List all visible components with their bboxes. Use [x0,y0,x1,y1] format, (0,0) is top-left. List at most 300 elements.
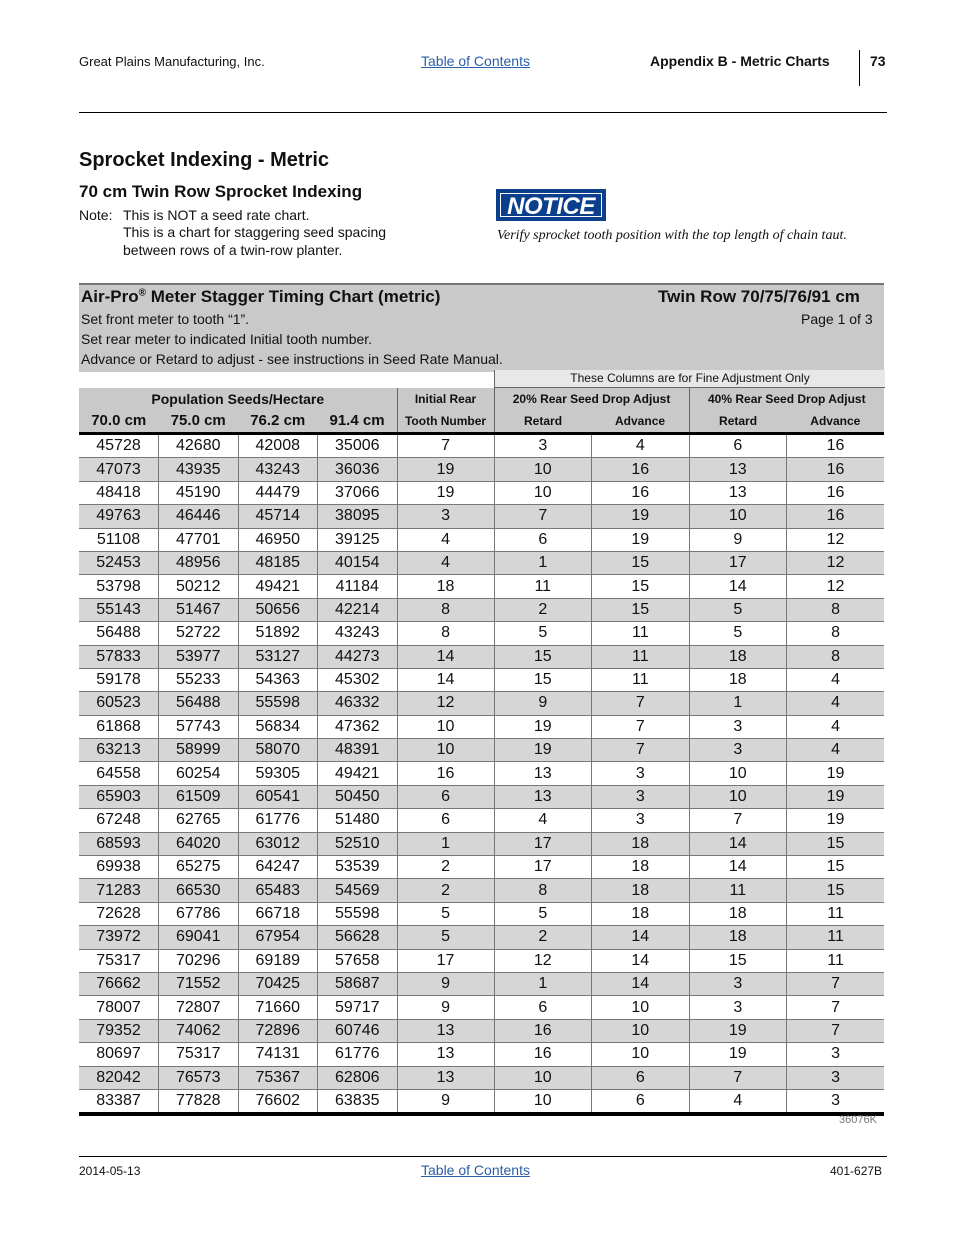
table-cell: 75367 [238,1066,318,1089]
table-cell: 18 [592,856,690,879]
table-cell: 14 [397,645,494,668]
table-row [79,598,884,621]
table-cell: 61776 [318,1043,398,1066]
header-divider [859,50,860,86]
table-cell: 47701 [159,528,239,551]
table-cell: 4 [689,1089,787,1114]
table-cell: 18 [689,926,787,949]
table-cell: 35006 [318,434,398,458]
table-cell: 6 [494,996,592,1019]
table-cell: 57833 [79,645,159,668]
table-cell: 55233 [159,668,239,691]
table-cell: 6 [592,1089,690,1114]
table-cell: 63213 [79,739,159,762]
table-cell: 8 [787,598,885,621]
table-cell: 55143 [79,598,159,621]
table-cell: 4 [397,528,494,551]
table-cell: 19 [592,505,690,528]
table-cell: 7 [787,996,885,1019]
table-cell: 71660 [238,996,318,1019]
table-cell: 40154 [318,551,398,574]
table-row [79,622,884,645]
table-cell: 19 [397,481,494,504]
table-cell: 17 [494,832,592,855]
stagger-timing-table [79,388,884,1116]
table-of-contents-link[interactable]: Table of Contents [421,53,530,69]
table-cell: 14 [689,856,787,879]
table-cell: 19 [592,528,690,551]
table-cell: 45190 [159,481,239,504]
table-cell: 10 [689,762,787,785]
table-cell: 16 [787,434,885,458]
table-cell: 4 [592,434,690,458]
table-cell: 79352 [79,1019,159,1042]
table-cell: 75317 [159,1043,239,1066]
table-row [79,458,884,481]
table-cell: 7 [494,505,592,528]
table-cell: 64020 [159,832,239,855]
table-cell: 54569 [318,879,398,902]
table-row [79,809,884,832]
table-cell: 51892 [238,622,318,645]
table-row [79,434,884,458]
table-cell: 52453 [79,551,159,574]
table-cell: 11 [787,949,885,972]
table-cell: 19 [787,762,885,785]
table-cell: 15 [592,551,690,574]
table-cell: 45728 [79,434,159,458]
notice-badge-label: NOTICE [500,193,602,217]
table-row [79,645,884,668]
table-cell: 69938 [79,856,159,879]
table-cell: 46332 [318,692,398,715]
table-cell: 14 [397,668,494,691]
table-cell: 1 [494,551,592,574]
table-cell: 6 [494,528,592,551]
table-cell: 3 [689,972,787,995]
table-cell: 60746 [318,1019,398,1042]
table-cell: 56488 [79,622,159,645]
table-cell: 49421 [318,762,398,785]
registered-mark: ® [138,287,146,299]
note-line-3: between rows of a twin-row planter. [123,242,343,258]
table-cell: 18 [689,902,787,925]
notice-badge [496,189,606,221]
table-cell: 13 [397,1066,494,1089]
table-cell: 74062 [159,1019,239,1042]
table-cell: 4 [787,739,885,762]
table-cell: 48956 [159,551,239,574]
table-cell: 8 [787,645,885,668]
column-header: Retard [689,409,787,434]
table-cell: 10 [494,1089,592,1114]
table-cell: 8 [494,879,592,902]
table-cell: 65903 [79,785,159,808]
table-cell: 7 [689,1066,787,1089]
table-cell: 53127 [238,645,318,668]
table-cell: 15 [787,832,885,855]
table-cell: 13 [494,785,592,808]
table-cell: 18 [592,879,690,902]
chart-title-right: Twin Row 70/75/76/91 cm [658,287,860,306]
table-cell: 2 [494,926,592,949]
table-cell: 77828 [159,1089,239,1114]
table-cell: 72807 [159,996,239,1019]
table-cell: 10 [494,1066,592,1089]
table-cell: 70425 [238,972,318,995]
table-cell: 16 [494,1043,592,1066]
table-cell: 51108 [79,528,159,551]
table-cell: 46950 [238,528,318,551]
table-row [79,528,884,551]
table-cell: 38095 [318,505,398,528]
table-cell: 11 [592,668,690,691]
footer-date: 2014-05-13 [79,1164,141,1178]
table-cell: 16 [592,458,690,481]
table-cell: 80697 [79,1043,159,1066]
table-cell: 11 [787,926,885,949]
column-header: 76.2 cm [238,409,318,434]
table-cell: 18 [397,575,494,598]
table-cell: 46446 [159,505,239,528]
table-cell: 61868 [79,715,159,738]
table-cell: 47073 [79,458,159,481]
table-cell: 3 [592,785,690,808]
table-cell: 19 [787,785,885,808]
footer-table-of-contents-link[interactable]: Table of Contents [421,1162,530,1178]
table-cell: 7 [787,972,885,995]
table-cell: 69189 [238,949,318,972]
table-cell: 16 [787,458,885,481]
footer-rule [79,1156,887,1157]
table-cell: 18 [689,645,787,668]
page-number: 73 [870,53,886,69]
table-cell: 10 [592,1019,690,1042]
table-cell: 15 [787,879,885,902]
table-cell: 48185 [238,551,318,574]
chart-title [81,287,440,307]
table-cell: 36036 [318,458,398,481]
table-cell: 4 [397,551,494,574]
table-cell: 59178 [79,668,159,691]
table-cell: 66718 [238,902,318,925]
table-cell: 6 [397,785,494,808]
column-header: 91.4 cm [318,409,398,434]
table-row [79,1089,884,1114]
table-cell: 66530 [159,879,239,902]
column-header: Tooth Number [397,409,494,434]
table-cell: 51480 [318,809,398,832]
table-cell: 8 [397,622,494,645]
header-rule [79,112,887,113]
table-cell: 3 [494,434,592,458]
document-number: 401-627B [830,1164,883,1178]
table-cell: 10 [494,481,592,504]
table-cell: 6 [592,1066,690,1089]
chart-instruction-2: Set rear meter to indicated Initial tooth number. [81,331,373,347]
table-cell: 3 [592,809,690,832]
table-cell: 15 [592,575,690,598]
table-cell: 62765 [159,809,239,832]
table-cell: 13 [397,1043,494,1066]
table-cell: 49421 [238,575,318,598]
table-cell: 45714 [238,505,318,528]
population-group-header: Population Seeds/Hectare [79,388,397,409]
table-cell: 9 [397,972,494,995]
table-cell: 9 [397,1089,494,1114]
table-cell: 47362 [318,715,398,738]
table-cell: 7 [689,809,787,832]
chart-page-indicator: Page 1 of 3 [801,311,873,327]
table-cell: 15 [494,645,592,668]
table-cell: 76602 [238,1089,318,1114]
table-cell: 62806 [318,1066,398,1089]
table-cell: 19 [494,739,592,762]
table-cell: 67248 [79,809,159,832]
table-cell: 45302 [318,668,398,691]
table-cell: 59305 [238,762,318,785]
table-cell: 64558 [79,762,159,785]
chart-title-prefix: Air-Pro [81,287,139,306]
table-cell: 19 [689,1043,787,1066]
table-row [79,668,884,691]
note-line-1: This is NOT a seed rate chart. [123,207,310,223]
table-cell: 53977 [159,645,239,668]
page-title: Sprocket Indexing - Metric [79,149,330,171]
table-cell: 1 [689,692,787,715]
table-cell: 76662 [79,972,159,995]
table-cell: 52510 [318,832,398,855]
column-header: Advance [787,409,885,434]
table-cell: 13 [494,762,592,785]
table-cell: 65483 [238,879,318,902]
table-cell: 7 [592,692,690,715]
table-body [79,434,884,1115]
table-cell: 3 [689,715,787,738]
table-cell: 9 [494,692,592,715]
chart-instruction-1: Set front meter to tooth “1”. [81,311,250,327]
table-row [79,505,884,528]
table-row [79,551,884,574]
table-cell: 1 [494,972,592,995]
table-cell: 3 [787,1043,885,1066]
table-cell: 59717 [318,996,398,1019]
column-header: 75.0 cm [159,409,239,434]
table-cell: 65275 [159,856,239,879]
table-cell: 19 [689,1019,787,1042]
table-cell: 11 [592,645,690,668]
table-cell: 64247 [238,856,318,879]
table-cell: 3 [787,1066,885,1089]
table-cell: 61776 [238,809,318,832]
section-name: Appendix B - Metric Charts [650,53,830,69]
table-cell: 42008 [238,434,318,458]
table-row [79,832,884,855]
table-cell: 72896 [238,1019,318,1042]
table-cell: 3 [689,996,787,1019]
table-cell: 50656 [238,598,318,621]
table-cell: 16 [592,481,690,504]
table-cell: 4 [494,809,592,832]
table-cell: 67954 [238,926,318,949]
table-cell: 19 [494,715,592,738]
table-cell: 7 [787,1019,885,1042]
table-cell: 82042 [79,1066,159,1089]
table-cell: 4 [787,668,885,691]
table-cell: 14 [592,949,690,972]
table-cell: 10 [592,1043,690,1066]
table-cell: 3 [787,1089,885,1114]
chart-title-suffix: Meter Stagger Timing Chart (metric) [146,287,441,306]
table-cell: 44479 [238,481,318,504]
table-cell: 71283 [79,879,159,902]
table-cell: 55598 [238,692,318,715]
fine-adjustment-label: These Columns are for Fine Adjustment Only [494,370,885,388]
table-cell: 63835 [318,1089,398,1114]
table-cell: 75317 [79,949,159,972]
table-cell: 10 [689,505,787,528]
table-cell: 15 [592,598,690,621]
table-cell: 39125 [318,528,398,551]
table-cell: 5 [494,902,592,925]
table-cell: 42214 [318,598,398,621]
table-cell: 11 [787,902,885,925]
table-row [79,902,884,925]
table-cell: 14 [689,832,787,855]
table-cell: 14 [689,575,787,598]
table-cell: 18 [592,902,690,925]
table-cell: 16 [397,762,494,785]
table-cell: 50212 [159,575,239,598]
adjust-40-header: 40% Rear Seed Drop Adjust [689,388,884,409]
table-cell: 70296 [159,949,239,972]
table-row [79,1043,884,1066]
table-cell: 57658 [318,949,398,972]
table-cell: 73972 [79,926,159,949]
table-cell: 16 [494,1019,592,1042]
table-cell: 15 [689,949,787,972]
table-cell: 15 [494,668,592,691]
table-cell: 9 [397,996,494,1019]
table-cell: 43243 [238,458,318,481]
table-cell: 2 [494,598,592,621]
table-cell: 3 [592,762,690,785]
table-cell: 44273 [318,645,398,668]
table-cell: 12 [787,528,885,551]
table-cell: 11 [592,622,690,645]
table-cell: 52722 [159,622,239,645]
table-cell: 43935 [159,458,239,481]
table-cell: 8 [397,598,494,621]
table-cell: 2 [397,856,494,879]
table-cell: 4 [787,692,885,715]
table-cell: 42680 [159,434,239,458]
table-cell: 16 [787,505,885,528]
subsection-title: 70 cm Twin Row Sprocket Indexing [79,182,363,201]
table-cell: 69041 [159,926,239,949]
table-cell: 7 [592,739,690,762]
table-row [79,1019,884,1042]
figure-id: 36076K [839,1114,877,1126]
table-cell: 12 [787,575,885,598]
table-cell: 12 [787,551,885,574]
table-cell: 10 [689,785,787,808]
table-cell: 55598 [318,902,398,925]
column-header: Retard [494,409,592,434]
table-cell: 10 [397,715,494,738]
table-cell: 56488 [159,692,239,715]
table-cell: 6 [689,434,787,458]
table-cell: 76573 [159,1066,239,1089]
table-cell: 58687 [318,972,398,995]
table-row [79,762,884,785]
table-cell: 71552 [159,972,239,995]
table-cell: 14 [592,926,690,949]
initial-rear-header: Initial Rear [397,388,494,409]
adjust-20-header: 20% Rear Seed Drop Adjust [494,388,689,409]
table-cell: 61509 [159,785,239,808]
table-cell: 53539 [318,856,398,879]
table-cell: 3 [689,739,787,762]
table-row [79,949,884,972]
table-cell: 58070 [238,739,318,762]
table-cell: 18 [592,832,690,855]
table-cell: 67786 [159,902,239,925]
table-cell: 60523 [79,692,159,715]
table-cell: 41184 [318,575,398,598]
table-cell: 11 [689,879,787,902]
table-cell: 5 [689,622,787,645]
table-cell: 48418 [79,481,159,504]
table-row [79,972,884,995]
table-cell: 13 [689,458,787,481]
table-cell: 63012 [238,832,318,855]
table-cell: 7 [592,715,690,738]
table-cell: 6 [397,809,494,832]
table-cell: 19 [787,809,885,832]
table-cell: 17 [397,949,494,972]
table-cell: 83387 [79,1089,159,1114]
table-row [79,856,884,879]
column-header: Advance [592,409,690,434]
table-cell: 72628 [79,902,159,925]
table-cell: 4 [787,715,885,738]
table-cell: 74131 [238,1043,318,1066]
table-row [79,785,884,808]
table-cell: 15 [787,856,885,879]
table-cell: 57743 [159,715,239,738]
table-cell: 58999 [159,739,239,762]
table-cell: 19 [397,458,494,481]
table-row [79,739,884,762]
table-cell: 9 [689,528,787,551]
note-line-2: This is a chart for staggering seed spacing [123,224,387,240]
table-cell: 7 [397,434,494,458]
table-cell: 43243 [318,622,398,645]
table-cell: 54363 [238,668,318,691]
table-cell: 2 [397,879,494,902]
table-cell: 11 [494,575,592,598]
table-cell: 5 [397,926,494,949]
table-cell: 60541 [238,785,318,808]
table-cell: 12 [397,692,494,715]
table-cell: 13 [397,1019,494,1042]
table-cell: 14 [592,972,690,995]
table-cell: 78007 [79,996,159,1019]
table-cell: 49763 [79,505,159,528]
table-cell: 56834 [238,715,318,738]
table-row [79,715,884,738]
